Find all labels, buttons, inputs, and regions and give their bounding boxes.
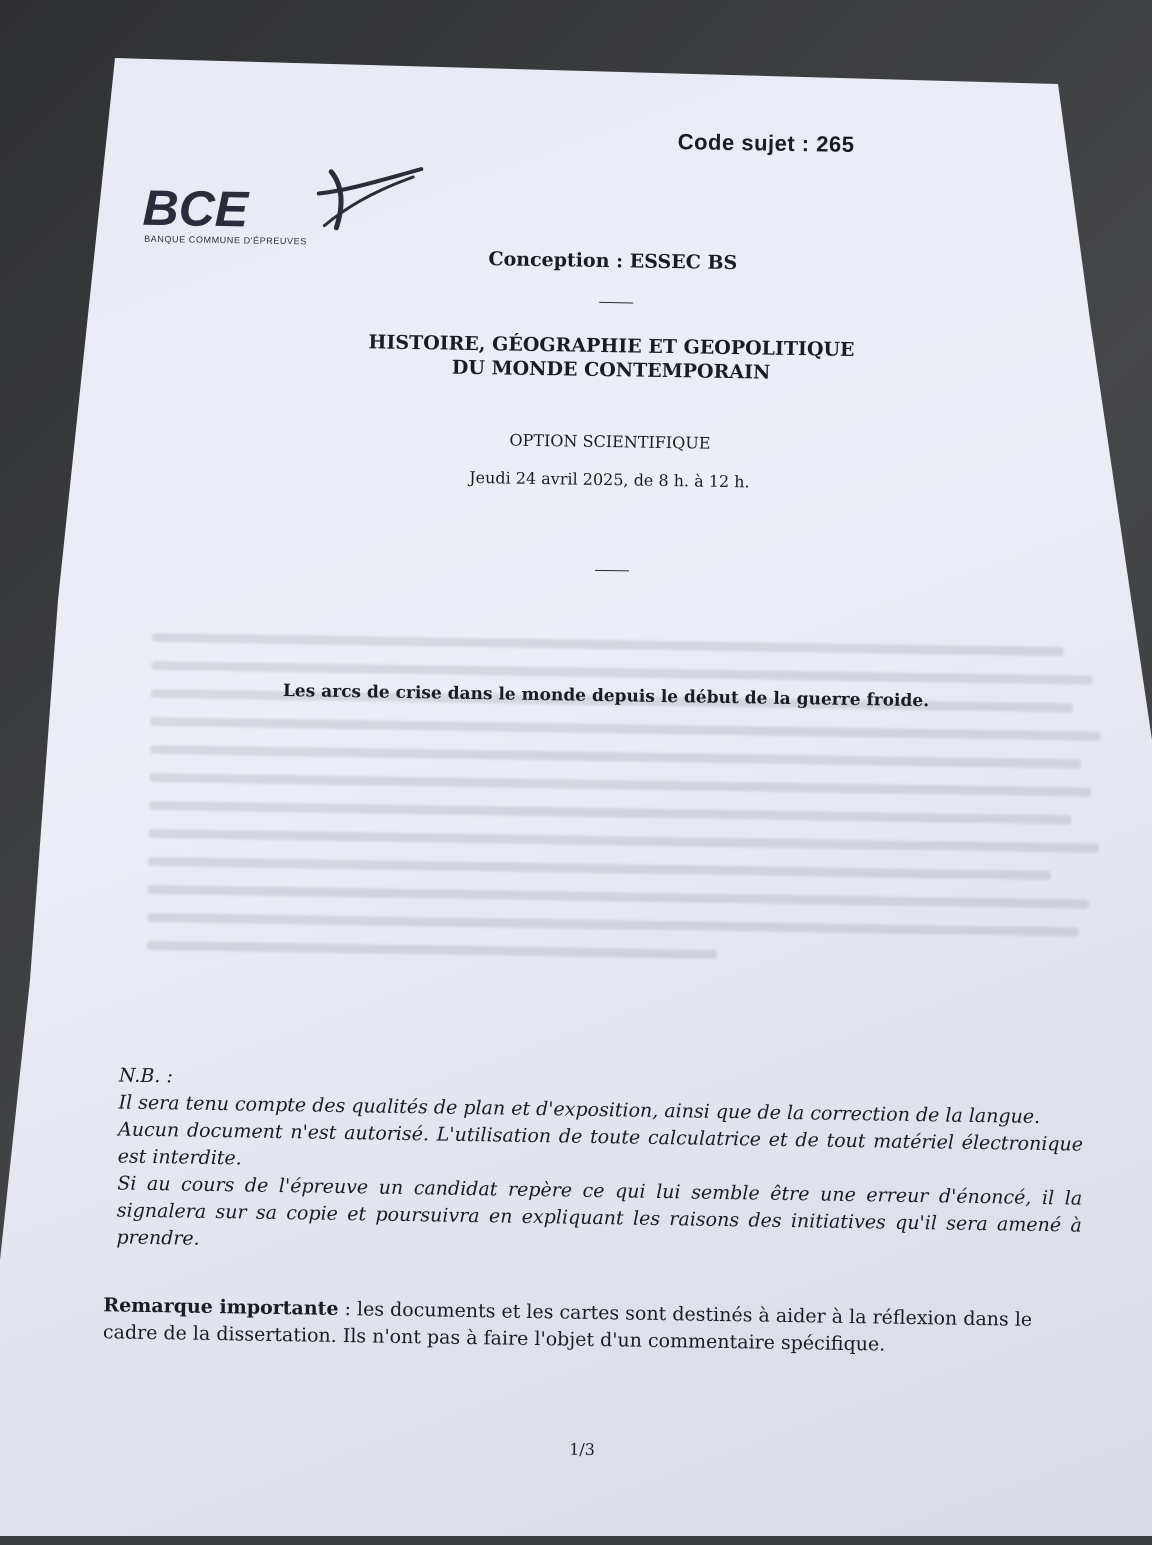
nb-line-3: Si au cours de l'épreuve un candidat repère ce qui lui semble être une erreur d'énoncé, il la signalera sur sa copie et poursuivra en expliquant les raisons des initiatives qu'il sera amené à prendre.: [116, 1172, 1083, 1250]
remarque-text: : les documents et les cartes sont destinés à aider à la réflexion dans le cadre de la dissertation. Ils n'ont pas à faire l'objet d'un commentaire spécifique.: [102, 1297, 1033, 1356]
page-number: 1/3: [569, 1439, 596, 1460]
code-sujet: Code sujet : 265: [677, 129, 855, 157]
exam-date: Jeudi 24 avril 2025, de 8 h. à 12 h.: [469, 467, 750, 492]
conception-line: Conception : ESSEC BS: [488, 248, 738, 275]
bce-logo: [140, 161, 431, 256]
nb-line-2: Aucun document n'est autorisé. L'utilisation de toute calculatrice et de tout matériel électronique est interdite.: [117, 1118, 1084, 1170]
exam-title-line-2: DU MONDE CONTEMPORAIN: [451, 356, 771, 384]
nb-section: [116, 1062, 1084, 1266]
remarque-section: [103, 1292, 1059, 1361]
nb-label: N.B. :: [118, 1064, 174, 1088]
exam-title: [206, 328, 1017, 389]
exam-title-line-1: HISTOIRE, GÉOGRAPHIE ET GEOPOLITIQUE: [368, 331, 855, 361]
logo-text: BCE: [142, 179, 249, 238]
divider-bottom: [595, 570, 629, 572]
bce-logo-mark-icon: [140, 161, 431, 246]
dissertation-subject: Les arcs de crise dans le monde depuis le début de la guerre froide.: [282, 681, 930, 712]
divider-top: [599, 302, 633, 304]
logo-subtitle: BANQUE COMMUNE D'ÉPREUVES: [144, 233, 307, 247]
remarque-label: Remarque importante: [103, 1294, 339, 1320]
nb-line-1: Il sera tenu compte des qualités de plan et d'exposition, ainsi que de la correction de la langue.: [118, 1091, 1041, 1128]
exam-option: OPTION SCIENTIFIQUE: [509, 430, 711, 453]
